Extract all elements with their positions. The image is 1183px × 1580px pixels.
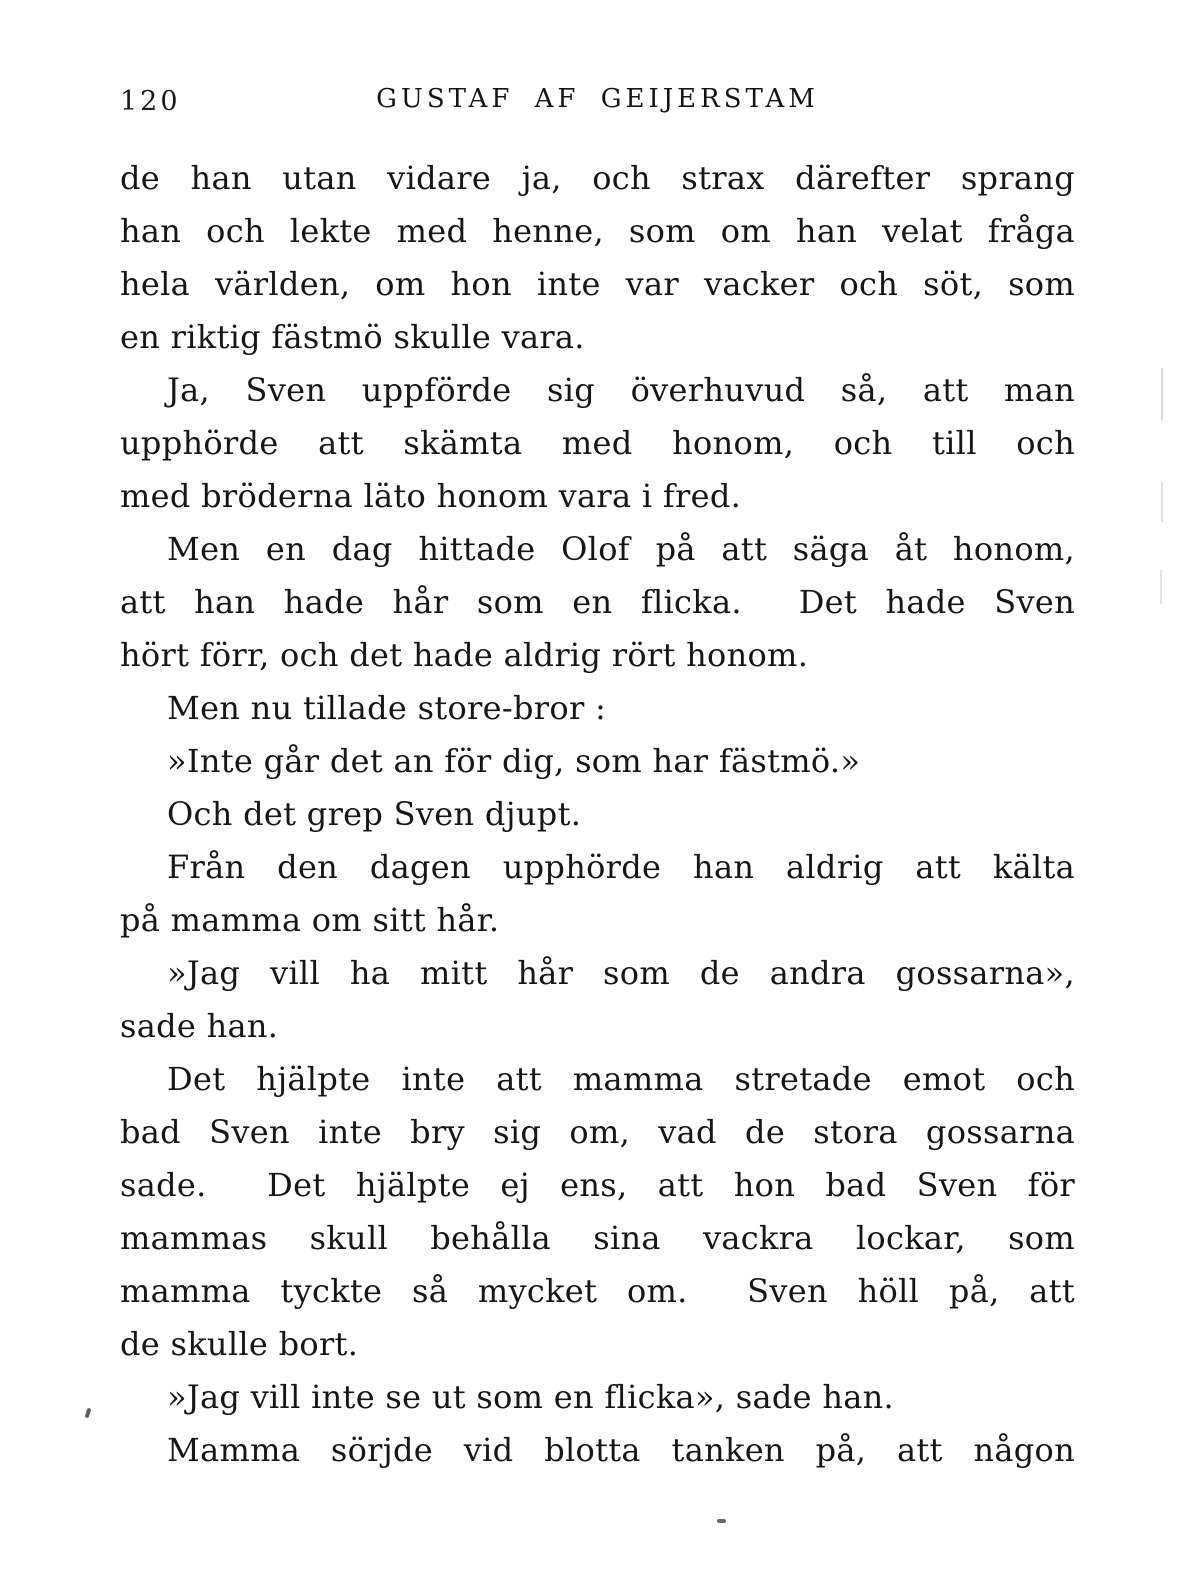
scan-artifact (717, 1519, 726, 1523)
text-line: de skulle bort. (120, 1325, 359, 1363)
text-line: han och lekte med henne, som om han velat fråga (120, 212, 1075, 250)
paragraph (120, 1424, 1075, 1477)
text-line: mammas skull behålla sina vackra lockar, som (120, 1219, 1075, 1257)
text-line: de han utan vidare ja, och strax därefter sprang (120, 159, 1075, 197)
text-line: upphörde att skämta med honom, och till och (120, 424, 1075, 462)
running-title: GUSTAF AF GEIJERSTAM (376, 84, 819, 114)
paragraph (120, 735, 1075, 788)
paragraph (120, 682, 1075, 735)
text-line: Och det grep Sven djupt. (167, 795, 582, 833)
text-line: sade han. (120, 1007, 279, 1045)
text-line: Från den dagen upphörde han aldrig att kälta (167, 848, 1075, 886)
page-number: 120 (120, 86, 181, 117)
scan-artifact (1161, 368, 1163, 420)
text-line: Ja, Sven uppförde sig överhuvud så, att man (167, 371, 1075, 409)
text-line: mamma tyckte så mycket om. Sven höll på, att (120, 1272, 1075, 1310)
text-line: Men nu tillade store-bror : (167, 689, 607, 727)
text-line: hela världen, om hon inte var vacker och söt, som (120, 265, 1075, 303)
paragraph (120, 841, 1075, 947)
text-line: bad Sven inte bry sig om, vad de stora gossarna (120, 1113, 1075, 1151)
text-line: Det hjälpte inte att mamma stretade emot och (167, 1060, 1075, 1098)
paragraph (120, 152, 1075, 364)
text-line: en riktig fästmö skulle vara. (120, 318, 585, 356)
text-line: att han hade hår som en flicka. Det hade Sven (120, 583, 1075, 621)
text-line: Mamma sörjde vid blotta tanken på, att någon (167, 1431, 1075, 1469)
text-line: »Inte går det an för dig, som har fästmö.» (167, 742, 861, 780)
text-line: »Jag vill inte se ut som en flicka», sade han. (167, 1378, 894, 1416)
paragraph (120, 947, 1075, 1053)
paragraph (120, 523, 1075, 682)
paragraph (120, 788, 1075, 841)
paragraph (120, 1371, 1075, 1424)
page-header (120, 84, 1075, 118)
paragraph (120, 1053, 1075, 1371)
paragraph (120, 364, 1075, 523)
text-line: hört förr, och det hade aldrig rört honom. (120, 636, 809, 674)
scan-artifact (85, 1408, 92, 1419)
scan-artifact (1160, 570, 1162, 604)
text-body (120, 152, 1075, 1477)
text-line: Men en dag hittade Olof på att säga åt honom, (167, 530, 1075, 568)
text-line: med bröderna läto honom vara i fred. (120, 477, 742, 515)
text-line: »Jag vill ha mitt hår som de andra gossarna», (167, 954, 1075, 992)
text-line: på mamma om sitt hår. (120, 901, 500, 939)
scan-artifact (1161, 482, 1163, 522)
text-line: sade. Det hjälpte ej ens, att hon bad Sven för (120, 1166, 1075, 1204)
